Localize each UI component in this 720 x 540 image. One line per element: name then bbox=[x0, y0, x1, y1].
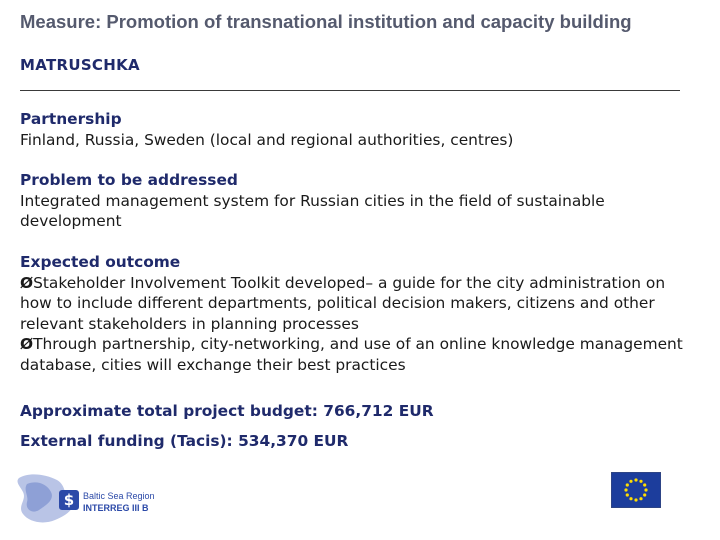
logo-line-2: INTERREG III B bbox=[83, 503, 149, 513]
baltic-sea-region-logo bbox=[15, 470, 165, 530]
outcome-bullet-2 bbox=[20, 334, 688, 375]
outcome-bullet-text: Stakeholder Involvement Toolkit developed– a guide for the city administration on how to include different departments, political decision makers, citizens and other relevant stakeholders in planning processes bbox=[20, 273, 666, 333]
arrow-bullet-icon: Ø bbox=[20, 335, 34, 353]
arrow-bullet-icon: Ø bbox=[20, 273, 34, 292]
external-funding: External funding (Tacis): 534,370 EUR bbox=[20, 432, 349, 450]
problem-text: Integrated management system for Russian cities in the field of sustainable development bbox=[20, 191, 605, 230]
outcome-bullet-1 bbox=[20, 273, 688, 335]
logo-line-1: Baltic Sea Region bbox=[83, 491, 155, 501]
partnership-label: Partnership bbox=[20, 110, 122, 128]
outcome-section bbox=[20, 252, 688, 375]
outcome-bullet-text: Through partnership, city-networking, and use of an online knowledge management database, cities will exchange their best practices bbox=[20, 335, 683, 374]
total-budget: Approximate total project budget: 766,712 EUR bbox=[20, 402, 434, 420]
problem-label: Problem to be addressed bbox=[20, 171, 238, 189]
divider bbox=[20, 90, 680, 91]
page-title: Measure: Promotion of transnational institution and capacity building bbox=[20, 11, 632, 32]
eu-flag-icon bbox=[611, 472, 661, 508]
project-name: MATRUSCHKA bbox=[20, 56, 140, 74]
svg-text:$: $ bbox=[63, 491, 75, 509]
partnership-text: Finland, Russia, Sweden (local and regional authorities, centres) bbox=[20, 130, 514, 149]
problem-section bbox=[20, 170, 688, 232]
partnership-section bbox=[20, 109, 688, 150]
outcome-label: Expected outcome bbox=[20, 253, 181, 271]
